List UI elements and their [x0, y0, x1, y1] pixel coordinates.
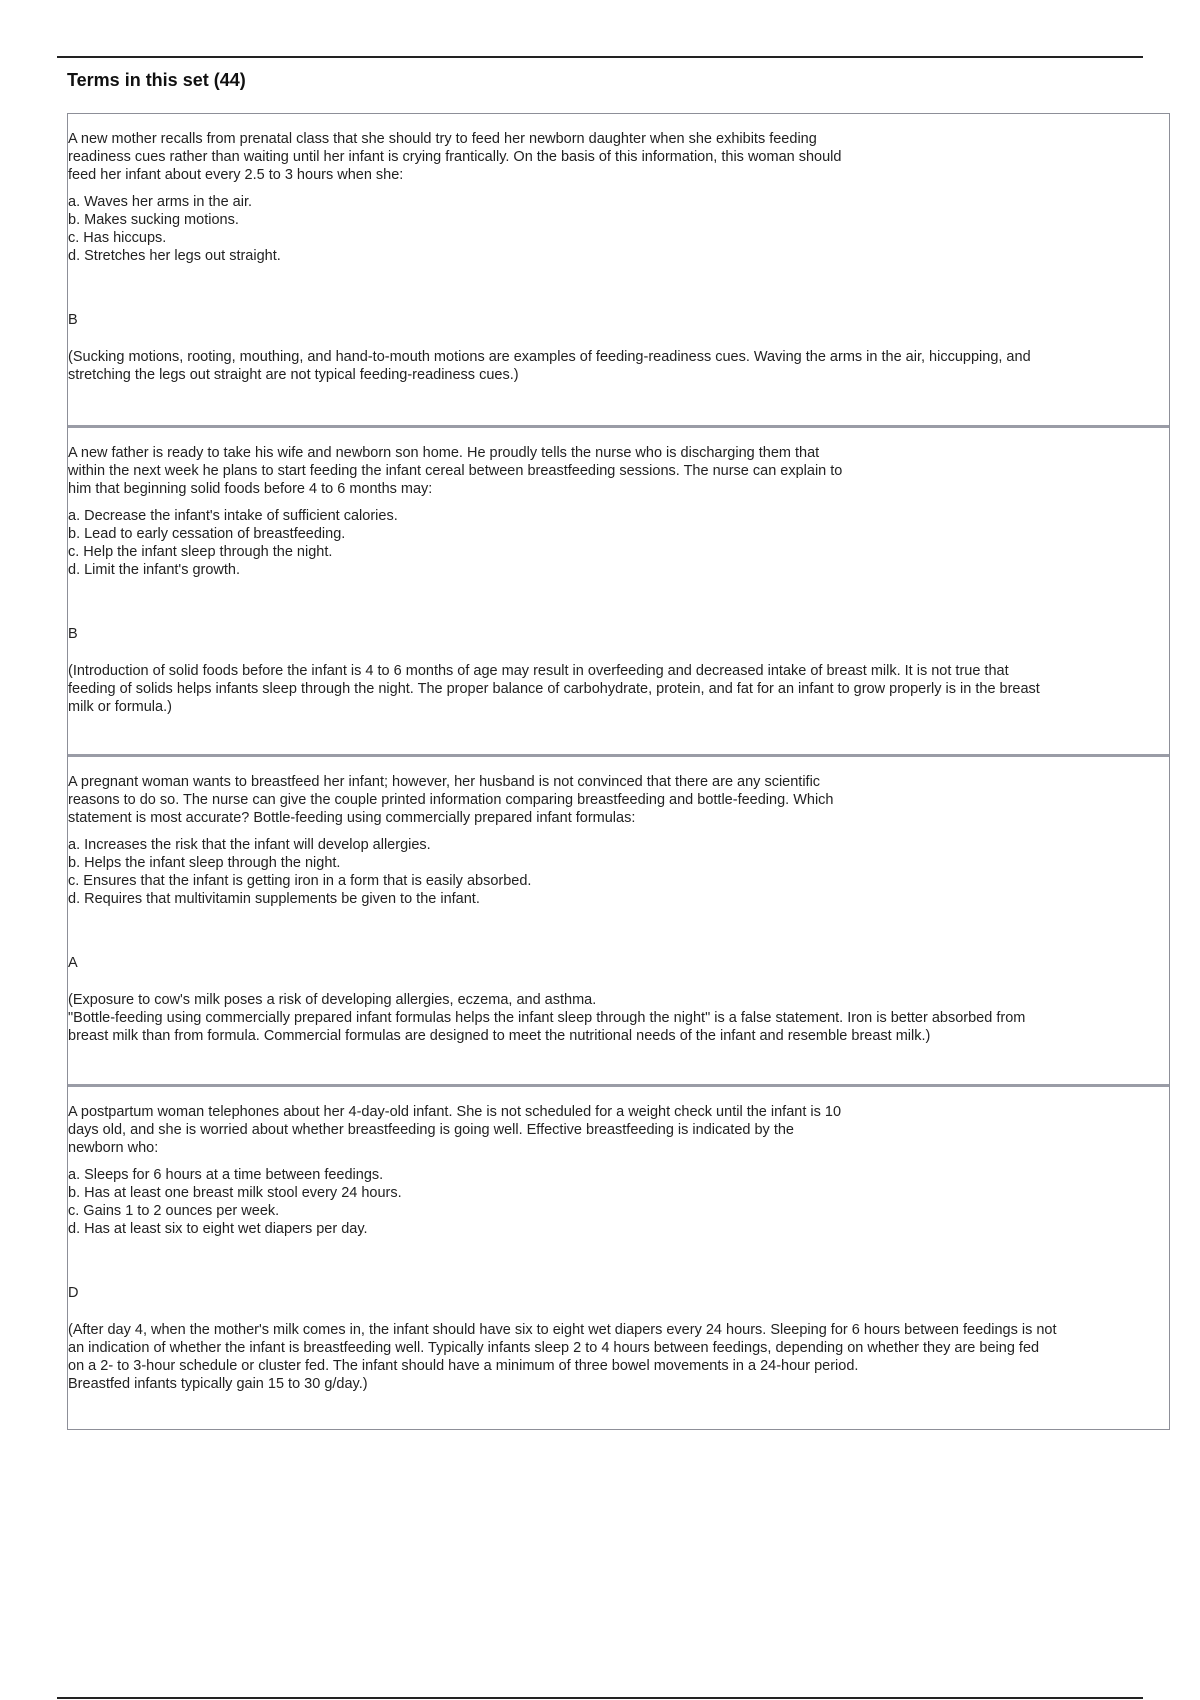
option-a: a. Waves her arms in the air. — [68, 193, 253, 210]
correct-answer: A — [68, 955, 78, 972]
option-b: b. Has at least one breast milk stool every 24 hours. — [68, 1184, 402, 1201]
option-a: a. Decrease the infant's intake of sufficient calories. — [68, 507, 398, 524]
rationale-text: (Exposure to cow's milk poses a risk of developing allergies, eczema, and asthma. "Bottle-feeding using commercially prepared infant formulas helps the infant sleep through the night" is a false statement. Iron is better absorbed from breast milk than from formula. Commercial formulas are designed to meet the nutritional needs of the infant and resemble breast milk.) — [68, 991, 1026, 1045]
option-c: c. Gains 1 to 2 ounces per week. — [68, 1203, 280, 1220]
option-b: b. Makes sucking motions. — [68, 211, 239, 228]
answer-options — [68, 507, 1169, 580]
term-card — [68, 754, 1169, 1084]
option-d: d. Requires that multivitamin supplements be given to the infant. — [68, 891, 480, 908]
correct-answer: B — [68, 312, 78, 329]
top-divider — [57, 56, 1143, 58]
bottom-divider — [57, 1697, 1143, 1699]
option-a: a. Increases the risk that the infant will develop allergies. — [68, 836, 431, 853]
option-d: d. Has at least six to eight wet diapers per day. — [68, 1221, 368, 1238]
set-heading: Terms in this set (44) — [67, 70, 246, 90]
answer-options — [68, 1166, 1169, 1239]
answer-options — [68, 193, 1169, 266]
term-card — [68, 425, 1169, 754]
option-a: a. Sleeps for 6 hours at a time between feedings. — [68, 1166, 384, 1183]
option-c: c. Has hiccups. — [68, 230, 167, 247]
question-text: A new mother recalls from prenatal class that she should try to feed her newborn daughter when she exhibits feeding readiness cues rather than waiting until her infant is crying frantically. On the basis of this information, this woman should feed her infant about every 2.5 to 3 hours when she: — [68, 131, 842, 184]
answer-options — [68, 836, 1169, 909]
rationale-text: (After day 4, when the mother's milk comes in, the infant should have six to eight wet diapers every 24 hours. Sleeping for 6 hours between feedings is not an indication of whether the infant is breastfeeding well. Typically infants sleep 2 to 4 hours between feedings, depending on whether they are being fed on a 2- to 3-hour schedule or cluster fed. The infant should have a minimum of three bowel movements in a 24-hour period. Breastfed infants typically gain 15 to 30 g/day.) — [68, 1321, 1057, 1393]
term-card — [68, 114, 1169, 425]
correct-answer: D — [68, 1285, 79, 1302]
question-text: A new father is ready to take his wife and newborn son home. He proudly tells the nurse who is discharging them that within the next week he plans to start feeding the infant cereal between breastfeeding sessions. The nurse can explain to him that beginning solid foods before 4 to 6 months may: — [68, 445, 843, 498]
question-text: A pregnant woman wants to breastfeed her infant; however, her husband is not convinced that there are any scientific reasons to do so. The nurse can give the couple printed information comparing breastfeeding and bottle-feeding. Which statement is most accurate? Bottle-feeding using commercially prepared infant formulas: — [68, 774, 834, 827]
correct-answer: B — [68, 626, 78, 643]
rationale-text: (Introduction of solid foods before the infant is 4 to 6 months of age may result in overfeeding and decreased intake of breast milk. It is not true that feeding of solids helps infants sleep through the night. The proper balance of carbohydrate, protein, and fat for an infant to grow properly is in the breast milk or formula.) — [68, 662, 1040, 716]
rationale-text: (Sucking motions, rooting, mouthing, and hand-to-mouth motions are examples of feeding-readiness cues. Waving the arms in the air, hiccupping, and stretching the legs out straight are not typical feeding-readiness cues.) — [68, 348, 1031, 383]
option-d: d. Stretches her legs out straight. — [68, 248, 281, 265]
option-b: b. Lead to early cessation of breastfeeding. — [68, 525, 346, 542]
option-b: b. Helps the infant sleep through the night. — [68, 854, 341, 871]
term-card — [68, 1084, 1169, 1429]
option-d: d. Limit the infant's growth. — [68, 562, 241, 579]
question-text: A postpartum woman telephones about her 4-day-old infant. She is not scheduled for a weight check until the infant is 10 days old, and she is worried about whether breastfeeding is going well. Effective breastfeeding is indicated by the newborn who: — [68, 1104, 842, 1157]
option-c: c. Ensures that the infant is getting iron in a form that is easily absorbed. — [68, 873, 532, 890]
terms-table — [67, 113, 1170, 1430]
option-c: c. Help the infant sleep through the night. — [68, 544, 333, 561]
